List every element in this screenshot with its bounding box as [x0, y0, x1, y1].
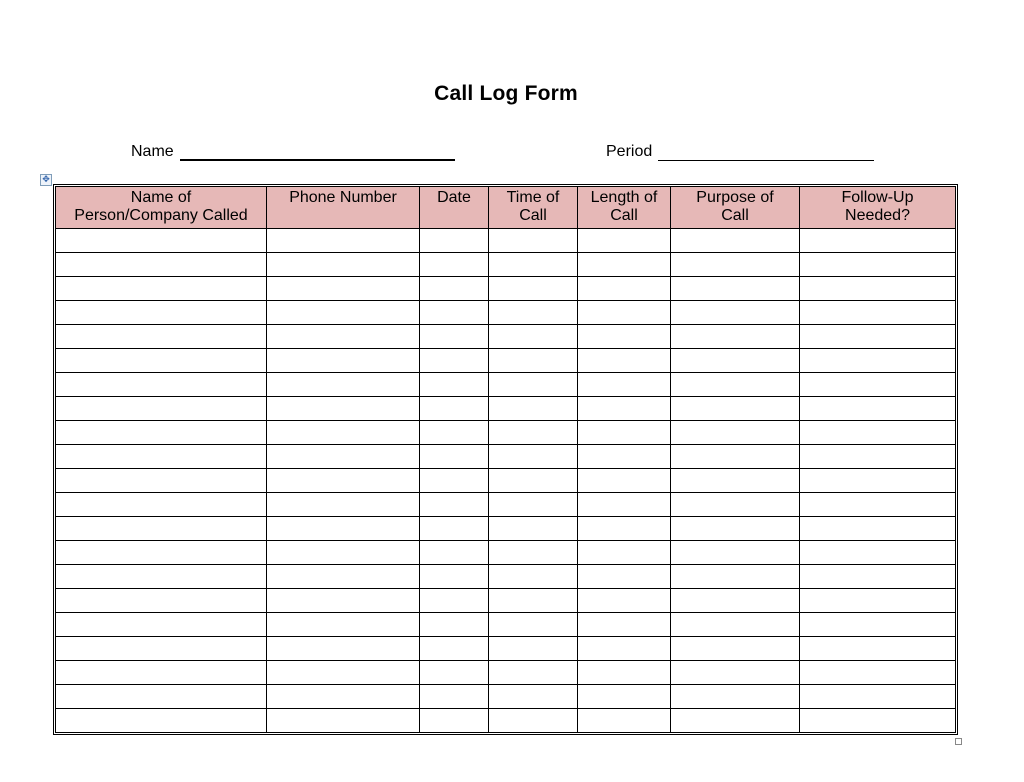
table-cell[interactable]: [267, 421, 420, 445]
header-time-of-call: [489, 187, 578, 229]
table-cell[interactable]: [578, 253, 671, 277]
table-cell[interactable]: [420, 637, 489, 661]
table-cell[interactable]: [800, 517, 956, 541]
table-cell[interactable]: [578, 541, 671, 565]
column-header-line: Time of: [506, 189, 560, 206]
table-cell[interactable]: [489, 277, 578, 301]
table-cell[interactable]: [489, 397, 578, 421]
column-header-line: Length of: [590, 189, 658, 206]
table-cell[interactable]: [56, 685, 267, 709]
table-cell[interactable]: [267, 517, 420, 541]
table-cell[interactable]: [578, 373, 671, 397]
table-cell[interactable]: [420, 229, 489, 253]
table-cell[interactable]: [56, 493, 267, 517]
table-cell[interactable]: [56, 517, 267, 541]
table-cell[interactable]: [267, 445, 420, 469]
table-cell[interactable]: [56, 541, 267, 565]
table-row: [56, 565, 956, 589]
table-row: [56, 373, 956, 397]
table-cell[interactable]: [56, 661, 267, 685]
table-cell[interactable]: [671, 253, 800, 277]
table-cell[interactable]: [420, 277, 489, 301]
table-row: [56, 397, 956, 421]
table-cell[interactable]: [800, 469, 956, 493]
table-cell[interactable]: [267, 373, 420, 397]
table-cell[interactable]: [671, 709, 800, 733]
table-cell[interactable]: [267, 589, 420, 613]
table-cell[interactable]: [489, 541, 578, 565]
table-row: [56, 589, 956, 613]
table-cell[interactable]: [56, 253, 267, 277]
page-title: Call Log Form: [434, 82, 578, 105]
table-cell[interactable]: [800, 277, 956, 301]
table-cell[interactable]: [800, 565, 956, 589]
name-label: Name: [131, 143, 174, 160]
table-cell[interactable]: [489, 517, 578, 541]
table-cell[interactable]: [671, 637, 800, 661]
table-cell[interactable]: [56, 301, 267, 325]
table-cell[interactable]: [671, 517, 800, 541]
table-cell[interactable]: [800, 325, 956, 349]
table-cell[interactable]: [267, 229, 420, 253]
table-cell[interactable]: [420, 493, 489, 517]
header-purpose-of-call: [671, 187, 800, 229]
column-header-line: Date: [437, 189, 471, 206]
table-cell[interactable]: [267, 397, 420, 421]
table-cell[interactable]: [578, 469, 671, 493]
move-icon[interactable]: ✥: [40, 174, 52, 186]
table-cell[interactable]: [489, 493, 578, 517]
table-cell[interactable]: [578, 349, 671, 373]
table-cell[interactable]: [800, 349, 956, 373]
table-cell[interactable]: [267, 541, 420, 565]
table-cell[interactable]: [420, 613, 489, 637]
table-cell[interactable]: [578, 589, 671, 613]
table-cell[interactable]: [489, 445, 578, 469]
table-cell[interactable]: [420, 253, 489, 277]
table-cell[interactable]: [800, 685, 956, 709]
table-cell[interactable]: [489, 661, 578, 685]
table-cell[interactable]: [489, 253, 578, 277]
table-row: [56, 229, 956, 253]
table-row: [56, 685, 956, 709]
table-cell[interactable]: [56, 613, 267, 637]
table-cell[interactable]: [56, 397, 267, 421]
table-cell[interactable]: [420, 301, 489, 325]
resize-handle-icon[interactable]: [955, 738, 962, 745]
table-cell[interactable]: [800, 229, 956, 253]
table-cell[interactable]: [800, 709, 956, 733]
table-cell[interactable]: [56, 709, 267, 733]
table-row: [56, 277, 956, 301]
table-cell[interactable]: [800, 421, 956, 445]
table-cell[interactable]: [800, 613, 956, 637]
table-cell[interactable]: [671, 373, 800, 397]
table-cell[interactable]: [420, 445, 489, 469]
table-cell[interactable]: [267, 469, 420, 493]
header-phone-number: [267, 187, 420, 229]
table-header-row: [56, 187, 956, 229]
table-cell[interactable]: [56, 589, 267, 613]
table-row: [56, 301, 956, 325]
table-cell[interactable]: [800, 397, 956, 421]
header-follow-up-needed: [800, 187, 956, 229]
table-cell[interactable]: [489, 589, 578, 613]
table-cell[interactable]: [578, 421, 671, 445]
table-cell[interactable]: [267, 565, 420, 589]
column-header-line: Phone Number: [289, 189, 397, 206]
table-cell[interactable]: [420, 397, 489, 421]
table-cell[interactable]: [578, 277, 671, 301]
table-cell[interactable]: [489, 229, 578, 253]
table-cell[interactable]: [800, 253, 956, 277]
table-cell[interactable]: [489, 349, 578, 373]
table-cell[interactable]: [267, 325, 420, 349]
column-header-line: Follow-Up: [841, 189, 914, 206]
table-cell[interactable]: [489, 325, 578, 349]
name-blank-line[interactable]: [180, 159, 455, 161]
table-cell[interactable]: [420, 685, 489, 709]
column-header-line: Name of: [130, 189, 192, 206]
table-cell[interactable]: [800, 373, 956, 397]
call-log-table: [55, 186, 956, 733]
table-cell[interactable]: [420, 541, 489, 565]
column-header-line: Purpose of: [696, 189, 774, 206]
table-cell[interactable]: [671, 541, 800, 565]
table-cell[interactable]: [671, 445, 800, 469]
table-cell[interactable]: [420, 565, 489, 589]
period-label: Period: [606, 143, 653, 160]
table-cell[interactable]: [267, 661, 420, 685]
table-cell[interactable]: [267, 709, 420, 733]
table-row: [56, 661, 956, 685]
table-cell[interactable]: [56, 229, 267, 253]
table-cell[interactable]: [489, 613, 578, 637]
column-header-line: Call: [610, 207, 638, 224]
column-header-line: Call: [519, 207, 547, 224]
table-row: [56, 445, 956, 469]
table-cell[interactable]: [56, 277, 267, 301]
table-cell[interactable]: [800, 637, 956, 661]
call-log-table-frame: [53, 184, 958, 735]
table-cell[interactable]: [578, 493, 671, 517]
table-cell[interactable]: [267, 613, 420, 637]
table-cell[interactable]: [56, 445, 267, 469]
table-cell[interactable]: [671, 349, 800, 373]
table-row: [56, 469, 956, 493]
table-cell[interactable]: [671, 229, 800, 253]
table-cell[interactable]: [267, 253, 420, 277]
table-cell[interactable]: [489, 421, 578, 445]
table-cell[interactable]: [420, 661, 489, 685]
table-cell[interactable]: [578, 637, 671, 661]
table-cell[interactable]: [420, 589, 489, 613]
table-cell[interactable]: [578, 613, 671, 637]
table-cell[interactable]: [800, 589, 956, 613]
table-cell[interactable]: [800, 661, 956, 685]
table-row: [56, 325, 956, 349]
table-row: [56, 253, 956, 277]
table-cell[interactable]: [671, 397, 800, 421]
table-cell[interactable]: [420, 373, 489, 397]
table-row: [56, 709, 956, 733]
table-cell[interactable]: [578, 229, 671, 253]
table-cell[interactable]: [578, 685, 671, 709]
table-cell[interactable]: [671, 325, 800, 349]
column-header-line: Needed?: [845, 207, 910, 224]
table-row: [56, 613, 956, 637]
table-cell[interactable]: [267, 277, 420, 301]
table-cell[interactable]: [420, 517, 489, 541]
table-cell[interactable]: [420, 325, 489, 349]
table-cell[interactable]: [56, 637, 267, 661]
table-cell[interactable]: [671, 685, 800, 709]
table-cell[interactable]: [420, 349, 489, 373]
table-row: [56, 421, 956, 445]
table-cell[interactable]: [489, 373, 578, 397]
table-cell[interactable]: [671, 661, 800, 685]
table-cell[interactable]: [671, 469, 800, 493]
table-cell[interactable]: [56, 565, 267, 589]
period-field: [606, 143, 874, 161]
table-cell[interactable]: [578, 301, 671, 325]
table-cell[interactable]: [671, 589, 800, 613]
table-cell[interactable]: [578, 517, 671, 541]
table-cell[interactable]: [56, 373, 267, 397]
table-row: [56, 637, 956, 661]
table-cell[interactable]: [56, 469, 267, 493]
table-cell[interactable]: [671, 565, 800, 589]
table-cell[interactable]: [578, 565, 671, 589]
table-cell[interactable]: [578, 325, 671, 349]
table-cell[interactable]: [267, 349, 420, 373]
table-cell[interactable]: [671, 301, 800, 325]
table-cell[interactable]: [578, 709, 671, 733]
table-cell[interactable]: [267, 637, 420, 661]
table-cell[interactable]: [56, 349, 267, 373]
table-cell[interactable]: [267, 685, 420, 709]
header-length-of-call: [578, 187, 671, 229]
table-cell[interactable]: [671, 277, 800, 301]
table-cell[interactable]: [489, 565, 578, 589]
table-cell[interactable]: [489, 637, 578, 661]
table-row: [56, 517, 956, 541]
table-cell[interactable]: [578, 661, 671, 685]
period-blank-line[interactable]: [658, 160, 874, 161]
table-cell[interactable]: [267, 301, 420, 325]
table-cell[interactable]: [420, 421, 489, 445]
table-cell[interactable]: [578, 397, 671, 421]
table-cell[interactable]: [578, 445, 671, 469]
table-cell[interactable]: [489, 685, 578, 709]
table-cell[interactable]: [56, 421, 267, 445]
table-cell[interactable]: [800, 541, 956, 565]
table-row: [56, 349, 956, 373]
table-body: [56, 229, 956, 733]
column-header-line: Call: [721, 207, 749, 224]
table-row: [56, 541, 956, 565]
table-cell[interactable]: [671, 493, 800, 517]
table-cell[interactable]: [671, 421, 800, 445]
table-cell[interactable]: [420, 709, 489, 733]
table-cell[interactable]: [267, 493, 420, 517]
table-cell[interactable]: [800, 445, 956, 469]
table-row: [56, 493, 956, 517]
table-cell[interactable]: [420, 469, 489, 493]
table-cell[interactable]: [56, 325, 267, 349]
table-cell[interactable]: [800, 493, 956, 517]
table-cell[interactable]: [489, 709, 578, 733]
column-header-line: Person/Company Called: [74, 207, 248, 224]
table-cell[interactable]: [671, 613, 800, 637]
header-date: [420, 187, 489, 229]
name-field: [131, 143, 455, 161]
table-cell[interactable]: [489, 469, 578, 493]
table-cell[interactable]: [800, 301, 956, 325]
header-name-person-company: [56, 187, 267, 229]
table-cell[interactable]: [489, 301, 578, 325]
